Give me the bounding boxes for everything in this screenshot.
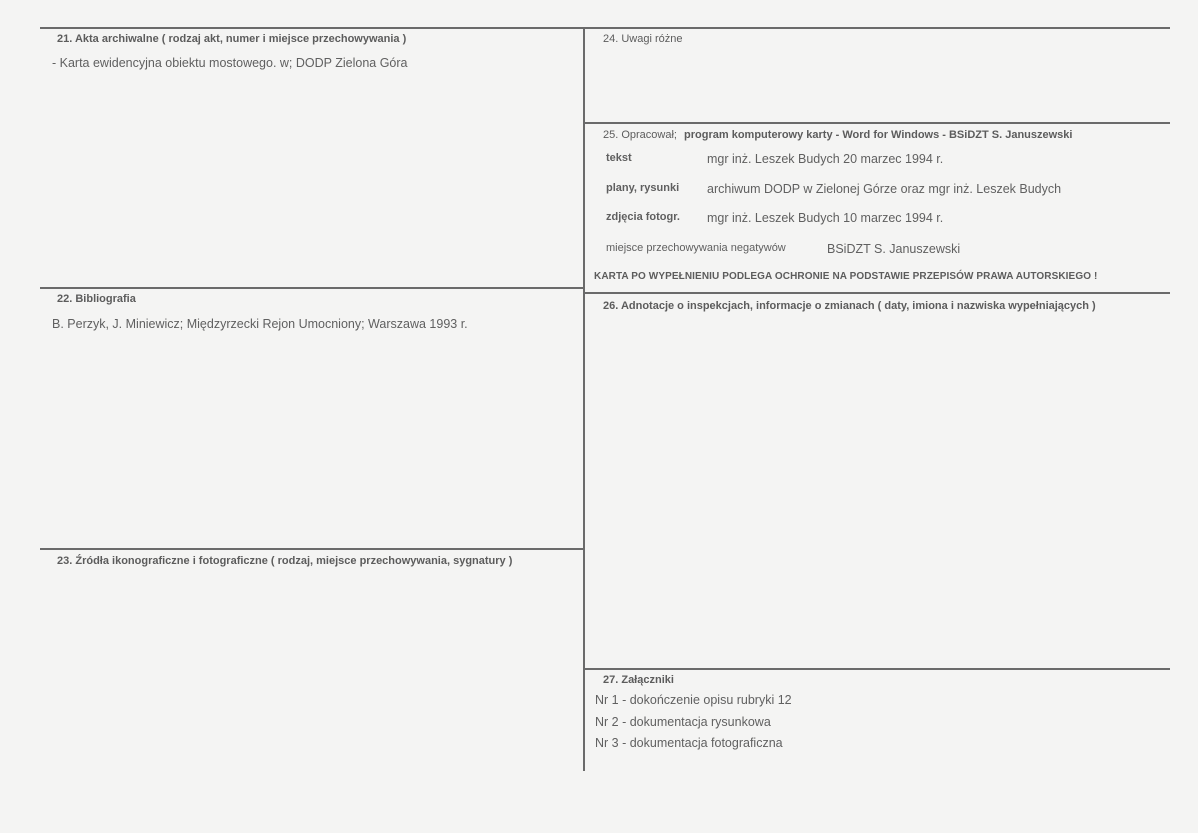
row-value-plany: archiwum DODP w Zielonej Górze oraz mgr inż. Leszek Budych xyxy=(707,182,1062,196)
section-22-heading: 22. Bibliografia xyxy=(57,293,136,305)
section-24-heading: 24. Uwagi różne xyxy=(603,33,683,45)
attachment-item-3: Nr 3 - dokumentacja fotograficzna xyxy=(595,736,783,750)
section-21-heading: 21. Akta archiwalne ( rodzaj akt, numer i miejsce przechowywania ) xyxy=(57,33,407,45)
rule-24-25 xyxy=(584,122,1170,124)
row-label-tekst: tekst xyxy=(606,152,632,164)
rule-26-27 xyxy=(584,668,1170,670)
rule-22-23 xyxy=(40,548,584,550)
top-rule xyxy=(40,27,1170,29)
copyright-warning: KARTA PO WYPEŁNIENIU PODLEGA OCHRONIE NA PODSTAWIE PRZEPISÓW PRAWA AUTORSKIEGO ! xyxy=(594,271,1098,282)
section-25-heading xyxy=(603,129,1072,141)
section-22-content: B. Perzyk, J. Miniewicz; Międzyrzecki Rejon Umocniony; Warszawa 1993 r. xyxy=(52,317,468,331)
attachment-item-2: Nr 2 - dokumentacja rysunkowa xyxy=(595,715,771,729)
section-25-program: program komputerowy karty - Word for Windows - BSiDZT S. Januszewski xyxy=(684,129,1073,141)
row-label-plany: plany, rysunki xyxy=(606,182,680,194)
row-label-zdjecia: zdjęcia fotogr. xyxy=(606,211,680,223)
rule-21-22 xyxy=(40,287,584,289)
row-label-negatywy: miejsce przechowywania negatywów xyxy=(606,242,786,254)
section-21-content: - Karta ewidencyjna obiektu mostowego. w; DODP Zielona Góra xyxy=(52,56,408,70)
row-value-negatywy: BSiDZT S. Januszewski xyxy=(827,242,961,256)
section-26-heading: 26. Adnotacje o inspekcjach, informacje o zmianach ( daty, imiona i nazwiska wypełniających ) xyxy=(603,300,1096,312)
row-value-tekst: mgr inż. Leszek Budych 20 marzec 1994 r. xyxy=(707,152,944,166)
attachment-item-1: Nr 1 - dokończenie opisu rubryki 12 xyxy=(595,693,792,707)
row-value-zdjecia: mgr inż. Leszek Budych 10 marzec 1994 r. xyxy=(707,211,944,225)
section-25-prefix: 25. Opracował; xyxy=(603,129,677,141)
center-divider xyxy=(583,27,585,771)
rule-25-26 xyxy=(584,292,1170,294)
section-23-heading: 23. Źródła ikonograficzne i fotograficzne ( rodzaj, miejsce przechowywania, sygnatury ) xyxy=(57,555,513,567)
section-27-heading: 27. Załączniki xyxy=(603,674,674,686)
